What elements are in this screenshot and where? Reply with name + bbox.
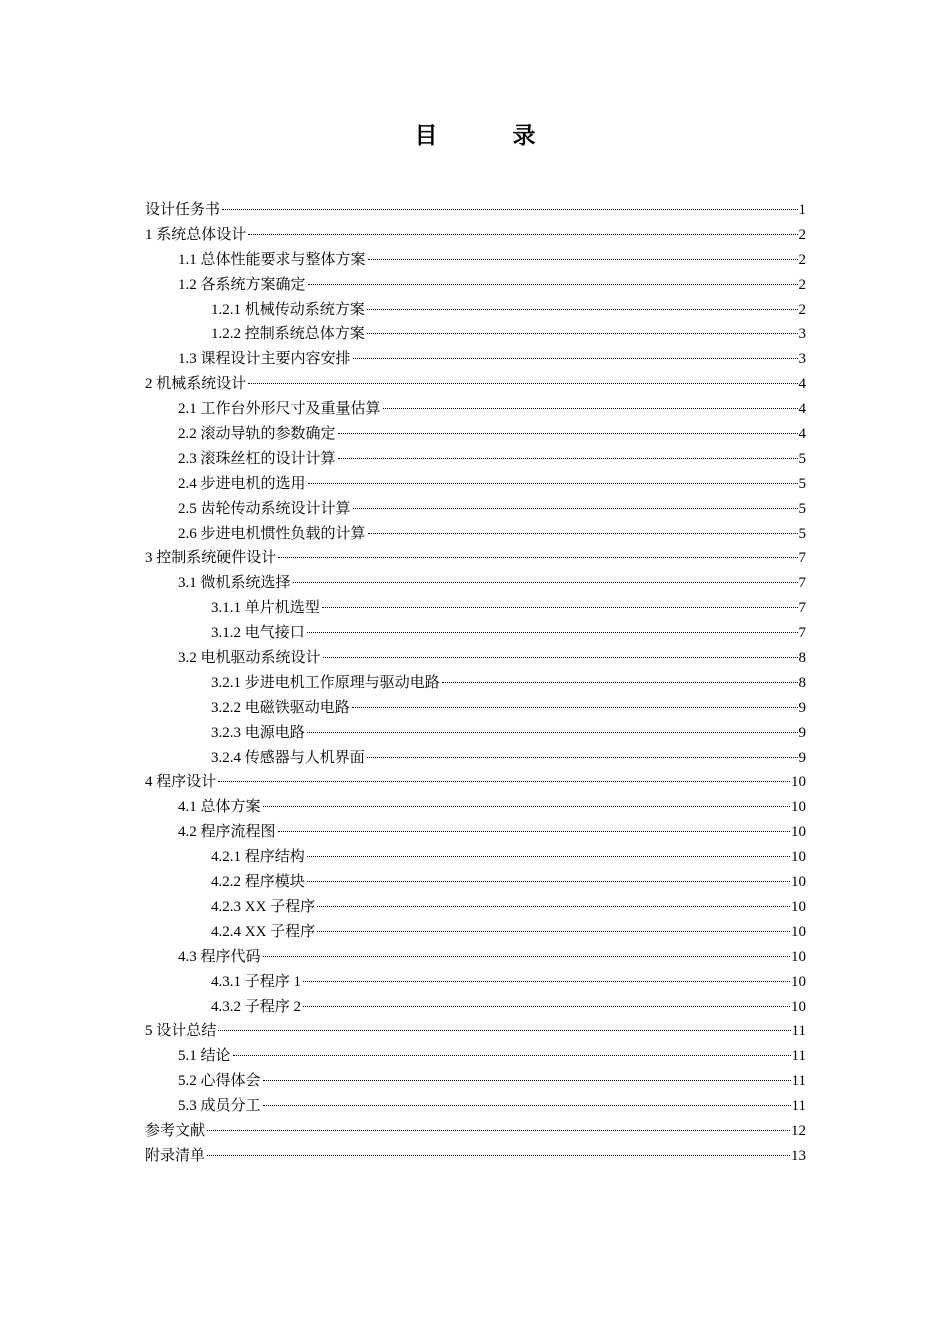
toc-leader-dots [248, 383, 797, 384]
toc-entry-page-number: 12 [791, 1122, 806, 1139]
toc-entry[interactable] [145, 397, 806, 422]
toc-entry-label: 1.3 课程设计主要内容安排 [178, 351, 351, 368]
toc-leader-dots [218, 781, 790, 782]
toc-entry-page-number: 10 [791, 898, 806, 915]
toc-entry-page-number: 10 [791, 824, 806, 841]
toc-entry[interactable] [145, 845, 806, 870]
toc-entry-label: 4.1 总体方案 [178, 799, 261, 816]
toc-entry[interactable] [145, 970, 806, 995]
toc-entry-label: 1.2 各系统方案确定 [178, 276, 306, 293]
toc-leader-dots [368, 533, 798, 534]
toc-entry[interactable] [145, 472, 806, 497]
toc-entry-label: 3.1.1 单片机选型 [211, 600, 320, 617]
toc-entry[interactable] [145, 795, 806, 820]
toc-leader-dots [263, 956, 790, 957]
toc-entry-page-number: 10 [791, 948, 806, 965]
toc-entry[interactable] [145, 895, 806, 920]
toc-entry-label: 4.2.1 程序结构 [211, 849, 305, 866]
toc-leader-dots [207, 1155, 790, 1156]
toc-entry-label: 4 程序设计 [145, 774, 217, 791]
toc-entry-page-number: 9 [798, 724, 806, 741]
toc-leader-dots [278, 557, 797, 558]
toc-leader-dots [263, 1105, 791, 1106]
toc-entry-label: 2.5 齿轮传动系统设计计算 [178, 500, 351, 517]
toc-entry[interactable] [145, 870, 806, 895]
toc-entry-page-number: 10 [791, 774, 806, 791]
toc-entry-page-number: 10 [791, 849, 806, 866]
toc-entry-page-number: 5 [798, 475, 806, 492]
toc-entry-label: 2.4 步进电机的选用 [178, 475, 306, 492]
toc-entry[interactable] [145, 596, 806, 621]
toc-entry-page-number: 7 [798, 625, 806, 642]
toc-leader-dots [233, 1055, 791, 1056]
toc-leader-dots [367, 333, 798, 334]
toc-leader-dots [207, 1130, 790, 1131]
toc-entry[interactable] [145, 571, 806, 596]
toc-leader-dots [323, 657, 798, 658]
toc-entry-page-number: 1 [798, 202, 806, 218]
toc-entry[interactable] [145, 322, 806, 347]
toc-entry[interactable] [145, 546, 806, 571]
toc-entry-label: 参考文献 [145, 1122, 206, 1139]
toc-entry[interactable] [145, 447, 806, 472]
toc-entry-label: 4.3.2 子程序 2 [211, 998, 302, 1015]
toc-entry-label: 4.2.3 XX 子程序 [211, 898, 316, 915]
toc-entry-page-number: 4 [798, 376, 806, 393]
toc-entry-page-number: 10 [791, 973, 806, 990]
toc-leader-dots [352, 707, 798, 708]
toc-leader-dots [308, 483, 798, 484]
toc-entry-page-number: 10 [791, 998, 806, 1015]
toc-entry[interactable] [145, 497, 806, 522]
toc-leader-dots [322, 607, 798, 608]
toc-entry[interactable] [145, 223, 806, 248]
toc-entry-label: 5.1 结论 [178, 1048, 231, 1065]
toc-entry[interactable] [145, 995, 806, 1020]
page-title: 目 录 [414, 123, 562, 148]
toc-leader-dots [317, 906, 790, 907]
toc-leader-dots [303, 981, 790, 982]
toc-entry[interactable] [145, 1144, 806, 1169]
toc-entry[interactable] [145, 1019, 806, 1044]
toc-entry-label: 4.3.1 子程序 1 [211, 973, 302, 990]
toc-entry-page-number: 4 [798, 401, 806, 418]
toc-entry-label: 附录清单 [145, 1147, 206, 1164]
toc-entry-label: 3.2.3 电源电路 [211, 724, 305, 741]
toc-leader-dots [308, 284, 798, 285]
toc-entry-label: 3.1.2 电气接口 [211, 625, 305, 642]
toc-entry-label: 4.2.4 XX 子程序 [211, 923, 316, 940]
toc-entry-label: 3.2 电机驱动系统设计 [178, 650, 321, 667]
toc-entry[interactable] [145, 621, 806, 646]
toc-leader-dots [263, 1080, 791, 1081]
toc-entry[interactable] [145, 696, 806, 721]
toc-entry-label: 2 机械系统设计 [145, 376, 247, 393]
toc-entry-page-number: 11 [791, 1048, 806, 1065]
toc-entry[interactable] [145, 770, 806, 795]
toc-entry-label: 5.2 心得体会 [178, 1073, 261, 1090]
toc-entry[interactable] [145, 1094, 806, 1119]
toc-entry-page-number: 13 [791, 1147, 806, 1164]
toc-leader-dots [222, 209, 797, 210]
toc-entry-label: 1.2.1 机械传动系统方案 [211, 301, 365, 318]
toc-entry[interactable] [145, 1044, 806, 1069]
toc-leader-dots [248, 234, 797, 235]
toc-leader-dots [383, 408, 798, 409]
toc-entry-page-number: 10 [791, 799, 806, 816]
toc-leader-dots [307, 856, 790, 857]
toc-leader-dots [278, 831, 790, 832]
toc-entry-label: 1 系统总体设计 [145, 226, 247, 243]
toc-entry-page-number: 2 [798, 251, 806, 268]
toc-entry-label: 4.3 程序代码 [178, 948, 261, 965]
toc-leader-dots [367, 309, 798, 310]
toc-entry[interactable] [145, 671, 806, 696]
toc-entry-page-number: 10 [791, 874, 806, 891]
toc-entry-page-number: 11 [791, 1023, 806, 1040]
toc-entry[interactable] [145, 920, 806, 945]
toc-entry-page-number: 2 [798, 226, 806, 243]
toc-entry-page-number: 7 [798, 575, 806, 592]
toc-entry-label: 3.2.1 步进电机工作原理与驱动电路 [211, 674, 440, 691]
toc-entry-label: 3.2.4 传感器与人机界面 [211, 749, 365, 766]
toc-entry-page-number: 2 [798, 276, 806, 293]
toc-entry-label: 2.2 滚动导轨的参数确定 [178, 426, 336, 443]
toc-entry[interactable] [145, 248, 806, 273]
toc-entry-label: 2.3 滚珠丝杠的设计计算 [178, 450, 336, 467]
toc-entry-page-number: 8 [798, 674, 806, 691]
toc-leader-dots [338, 458, 798, 459]
toc-entry[interactable] [145, 721, 806, 746]
toc-entry-page-number: 3 [798, 326, 806, 343]
toc-leader-dots [338, 433, 798, 434]
toc-entry-label: 5 设计总结 [145, 1023, 217, 1040]
toc-leader-dots [293, 582, 798, 583]
toc-entry[interactable] [145, 1119, 806, 1144]
toc-entry[interactable] [145, 422, 806, 447]
toc-entry[interactable] [145, 746, 806, 771]
toc-entry-page-number: 11 [791, 1098, 806, 1115]
toc-entry-page-number: 5 [798, 500, 806, 517]
toc-entry-label: 1.1 总体性能要求与整体方案 [178, 251, 366, 268]
toc-entry[interactable] [145, 273, 806, 298]
toc-entry-page-number: 9 [798, 699, 806, 716]
toc-entry-page-number: 9 [798, 749, 806, 766]
toc-entry-label: 设计任务书 [145, 202, 221, 218]
toc-entry-page-number: 10 [791, 923, 806, 940]
toc-entry-label: 1.2.2 控制系统总体方案 [211, 326, 365, 343]
table-of-contents [145, 198, 806, 1169]
toc-entry-label: 4.2 程序流程图 [178, 824, 276, 841]
toc-leader-dots [263, 806, 790, 807]
toc-entry-label: 4.2.2 程序模块 [211, 874, 305, 891]
toc-entry-page-number: 5 [798, 525, 806, 542]
toc-leader-dots [317, 931, 790, 932]
toc-leader-dots [442, 682, 798, 683]
toc-entry[interactable] [145, 298, 806, 323]
toc-entry-label: 3 控制系统硬件设计 [145, 550, 277, 567]
toc-entry[interactable] [145, 646, 806, 671]
toc-entry-label: 2.6 步进电机惯性负载的计算 [178, 525, 366, 542]
toc-entry-page-number: 5 [798, 450, 806, 467]
toc-entry-label: 2.1 工作台外形尺寸及重量估算 [178, 401, 381, 418]
toc-entry-page-number: 7 [798, 550, 806, 567]
toc-entry[interactable] [145, 820, 806, 845]
toc-leader-dots [367, 757, 798, 758]
toc-entry-page-number: 4 [798, 426, 806, 443]
toc-entry[interactable] [145, 945, 806, 970]
toc-leader-dots [353, 358, 798, 359]
toc-entry-page-number: 3 [798, 351, 806, 368]
toc-entry[interactable] [145, 1069, 806, 1094]
toc-entry-label: 5.3 成员分工 [178, 1098, 261, 1115]
toc-entry-label: 3.1 微机系统选择 [178, 575, 291, 592]
toc-leader-dots [218, 1030, 790, 1031]
toc-entry[interactable] [145, 372, 806, 397]
toc-entry[interactable] [145, 198, 806, 223]
toc-entry-page-number: 8 [798, 650, 806, 667]
toc-entry-page-number: 2 [798, 301, 806, 318]
toc-leader-dots [307, 632, 798, 633]
toc-entry-label: 3.2.2 电磁铁驱动电路 [211, 699, 350, 716]
toc-leader-dots [307, 732, 798, 733]
toc-leader-dots [307, 881, 790, 882]
toc-leader-dots [368, 259, 798, 260]
toc-leader-dots [303, 1006, 790, 1007]
toc-entry-page-number: 7 [798, 600, 806, 617]
toc-leader-dots [353, 508, 798, 509]
toc-entry-page-number: 11 [791, 1073, 806, 1090]
toc-entry[interactable] [145, 522, 806, 547]
toc-entry[interactable] [145, 347, 806, 372]
